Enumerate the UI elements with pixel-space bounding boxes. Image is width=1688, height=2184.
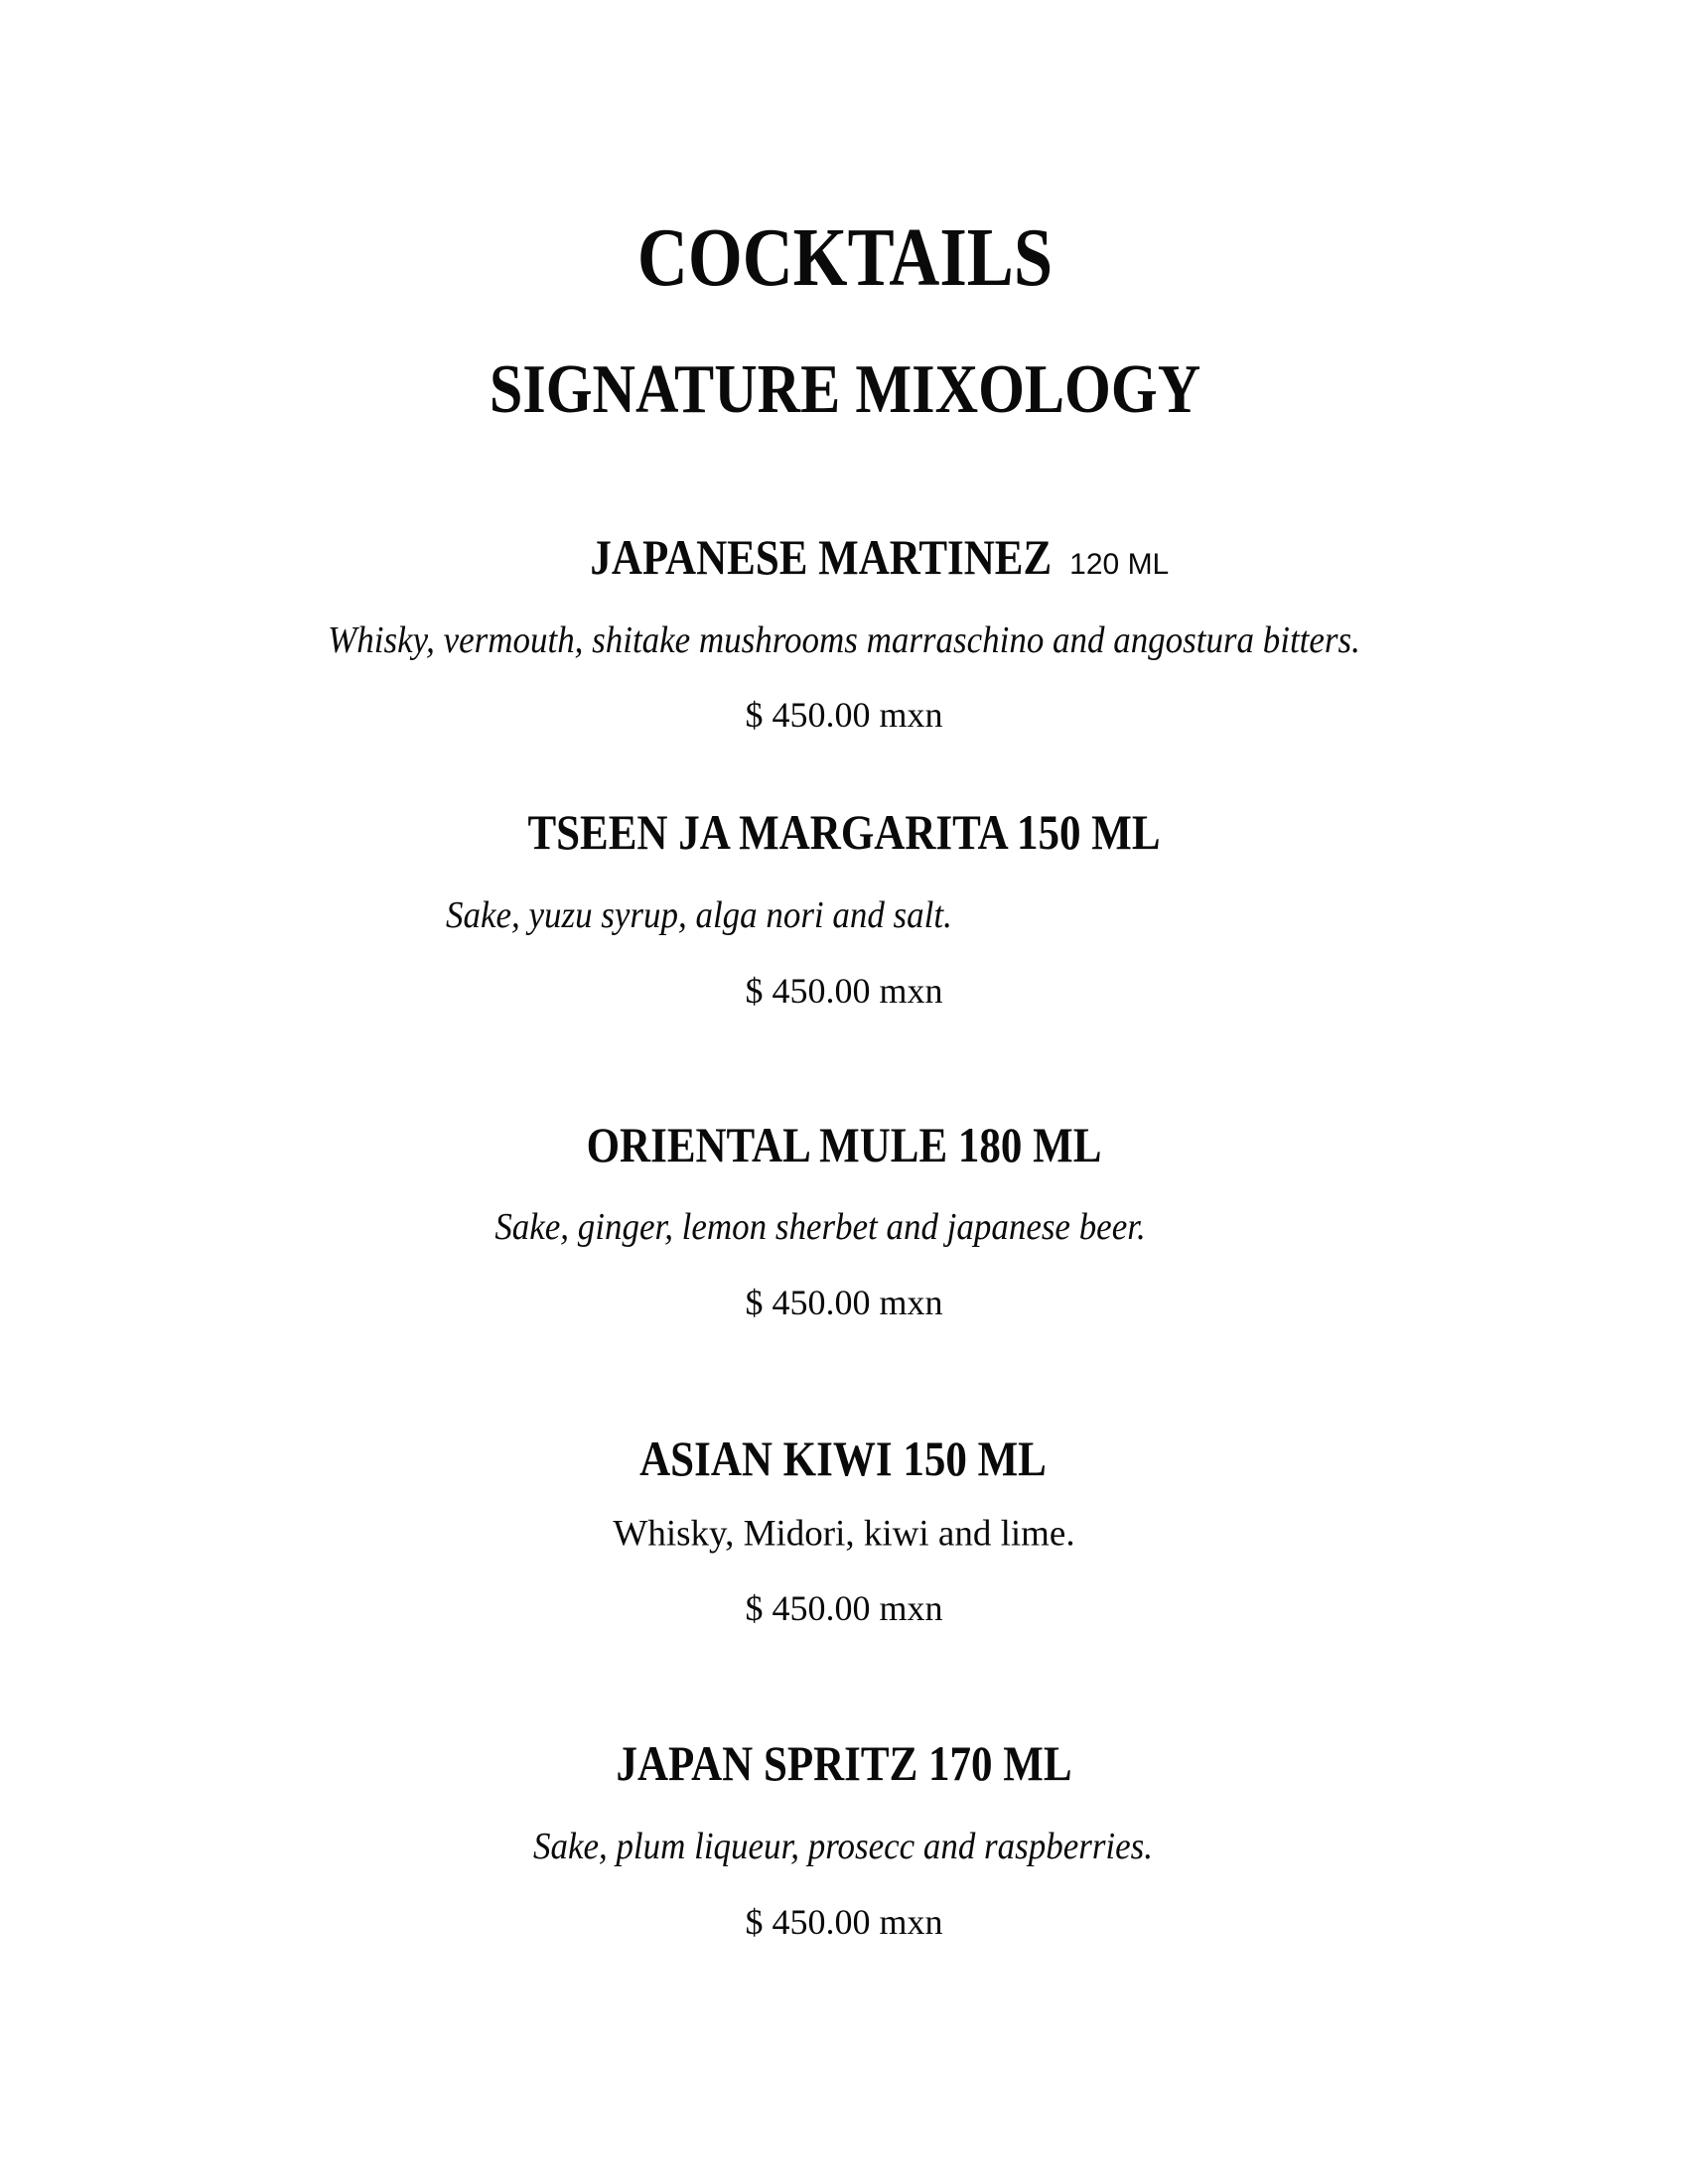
item-description: Whisky, vermouth, shitake mushrooms marraschino and angostura bitters. [328, 619, 1360, 661]
item-price: $ 450.00 mxn [745, 695, 943, 735]
item-volume: 120 ML [1069, 548, 1170, 581]
item-price: $ 450.00 mxn [745, 1902, 943, 1942]
item-price: $ 450.00 mxn [745, 1283, 943, 1322]
page-subtitle: SIGNATURE MIXOLOGY [489, 351, 1201, 428]
item-description: Whisky, Midori, kiwi and lime. [613, 1513, 1075, 1555]
item-name: TSEEN JA MARGARITA 150 ML [527, 804, 1161, 860]
item-description: Sake, yuzu syrup, alga nori and salt. [446, 894, 952, 936]
item-name: ORIENTAL MULE 180 ML [586, 1117, 1102, 1172]
item-name: ASIAN KIWI 150 ML [639, 1431, 1047, 1486]
item-name: JAPANESE MARTINEZ 120 ML [590, 529, 1170, 585]
item-price: $ 450.00 mxn [745, 1588, 943, 1628]
item-description: Sake, plum liqueur, prosecc and raspberries. [532, 1826, 1154, 1867]
page-title: COCKTAILS [636, 211, 1054, 304]
item-description: Sake, ginger, lemon sherbet and japanese beer. [494, 1206, 1146, 1248]
item-name: JAPAN SPRITZ 170 ML [616, 1735, 1072, 1791]
item-price: $ 450.00 mxn [745, 971, 943, 1011]
